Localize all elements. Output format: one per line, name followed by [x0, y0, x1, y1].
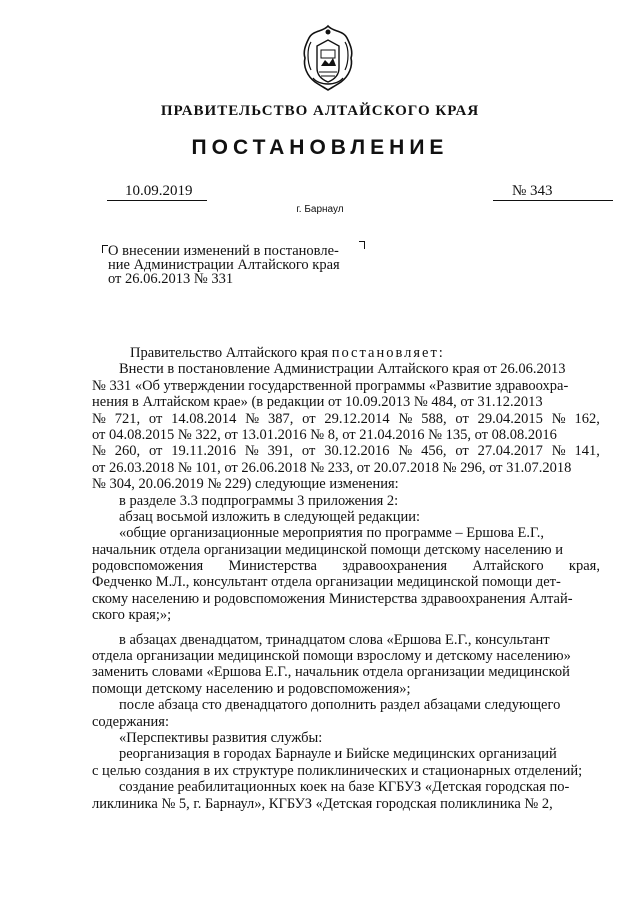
body-line: родовспоможения Министерства здравоохранения Алтайского края,: [92, 558, 600, 575]
body-line: абзац восьмой изложить в следующей редакции:: [119, 508, 421, 525]
document-type-title: ПОСТАНОВЛЕНИЕ: [191, 136, 449, 159]
document-date: 10.09.2019: [125, 183, 193, 199]
city-name: г. Барнаул: [296, 204, 344, 215]
body-line: после абзаца сто двенадцатого дополнить раздел абзацами следующего: [119, 697, 561, 714]
body-line: Федченко М.Л., консультант отдела организации медицинской помощи дет-: [92, 574, 561, 591]
body-line: от 04.08.2015 № 322, от 13.01.2016 № 8, от 21.04.2016 № 135, от 08.08.2016: [92, 426, 557, 443]
body-line: скому населению и родовспоможения Министерства здравоохранения Алтай-: [92, 590, 573, 607]
document-subject: [108, 244, 378, 286]
date-underline: [107, 200, 207, 201]
body-line: с целью создания в их структуре поликлинических и стационарных отделений;: [92, 762, 583, 779]
coat-of-arms-emblem: [299, 22, 357, 92]
body-line: заменить словами «Ершова Е.Г., начальник отдела организации медицинской: [92, 664, 570, 681]
body-line: отдела организации медицинской помощи взрослому и детскому населению»: [92, 648, 571, 665]
body-line: содержания:: [92, 713, 170, 730]
intro-paragraph: [92, 345, 600, 361]
body-line: нения в Алтайском крае» (в редакции от 10.09.2013 № 484, от 31.12.2013: [92, 394, 543, 411]
body-line: создание реабилитационных коек на базе КГБУЗ «Детская городская по-: [119, 779, 570, 796]
body-line: ликлиника № 5, г. Барнаул», КГБУЗ «Детская городская поликлиника № 2,: [92, 795, 553, 812]
intro-lead: Правительство Алтайского края: [130, 345, 329, 361]
body-line: «общие организационные мероприятия по программе – Ершова Е.Г.,: [119, 525, 544, 542]
body-line: № 304, 20.06.2019 № 229) следующие изменения:: [92, 476, 399, 493]
body-line: в разделе 3.3 подпрограммы 3 приложения 2:: [119, 492, 399, 509]
subject-line: от 26.06.2013 № 331: [108, 271, 234, 287]
body-line: реорганизация в городах Барнауле и Бийске медицинских организаций: [119, 746, 557, 763]
body-line: «Перспективы развития службы:: [119, 729, 323, 746]
body-line: № 721, от 14.08.2014 № 387, от 29.12.2014 № 588, от 29.04.2015 № 162,: [92, 410, 600, 427]
intro-keyword: постановляет:: [331, 345, 445, 361]
body-line: помощи детскому населению и родовспоможения»;: [92, 680, 411, 697]
government-name: ПРАВИТЕЛЬСТВО АЛТАЙСКОГО КРАЯ: [160, 103, 480, 119]
number-underline: [493, 200, 613, 201]
document-body: [92, 345, 600, 812]
subject-line: ние Администрации Алтайского края: [108, 257, 340, 273]
body-line: № 260, от 19.11.2016 № 391, от 30.12.2016 № 456, от 27.04.2017 № 141,: [92, 443, 600, 460]
document-number: № 343: [512, 183, 553, 199]
body-line: от 26.03.2018 № 101, от 26.06.2018 № 233, от 20.07.2018 № 296, от 31.07.2018: [92, 459, 572, 476]
body-line: в абзацах двенадцатом, тринадцатом слова «Ершова Е.Г., консультант: [119, 631, 550, 648]
subject-line: О внесении изменений в постановле-: [108, 243, 339, 259]
body-line: № 331 «Об утверждении государственной программы «Развитие здравоохра-: [92, 377, 569, 394]
body-line: ского края;»;: [92, 607, 172, 624]
body-line: начальник отдела организации медицинской помощи детскому населению и: [92, 541, 563, 558]
body-line: Внести в постановление Администрации Алтайского края от 26.06.2013: [119, 361, 566, 378]
